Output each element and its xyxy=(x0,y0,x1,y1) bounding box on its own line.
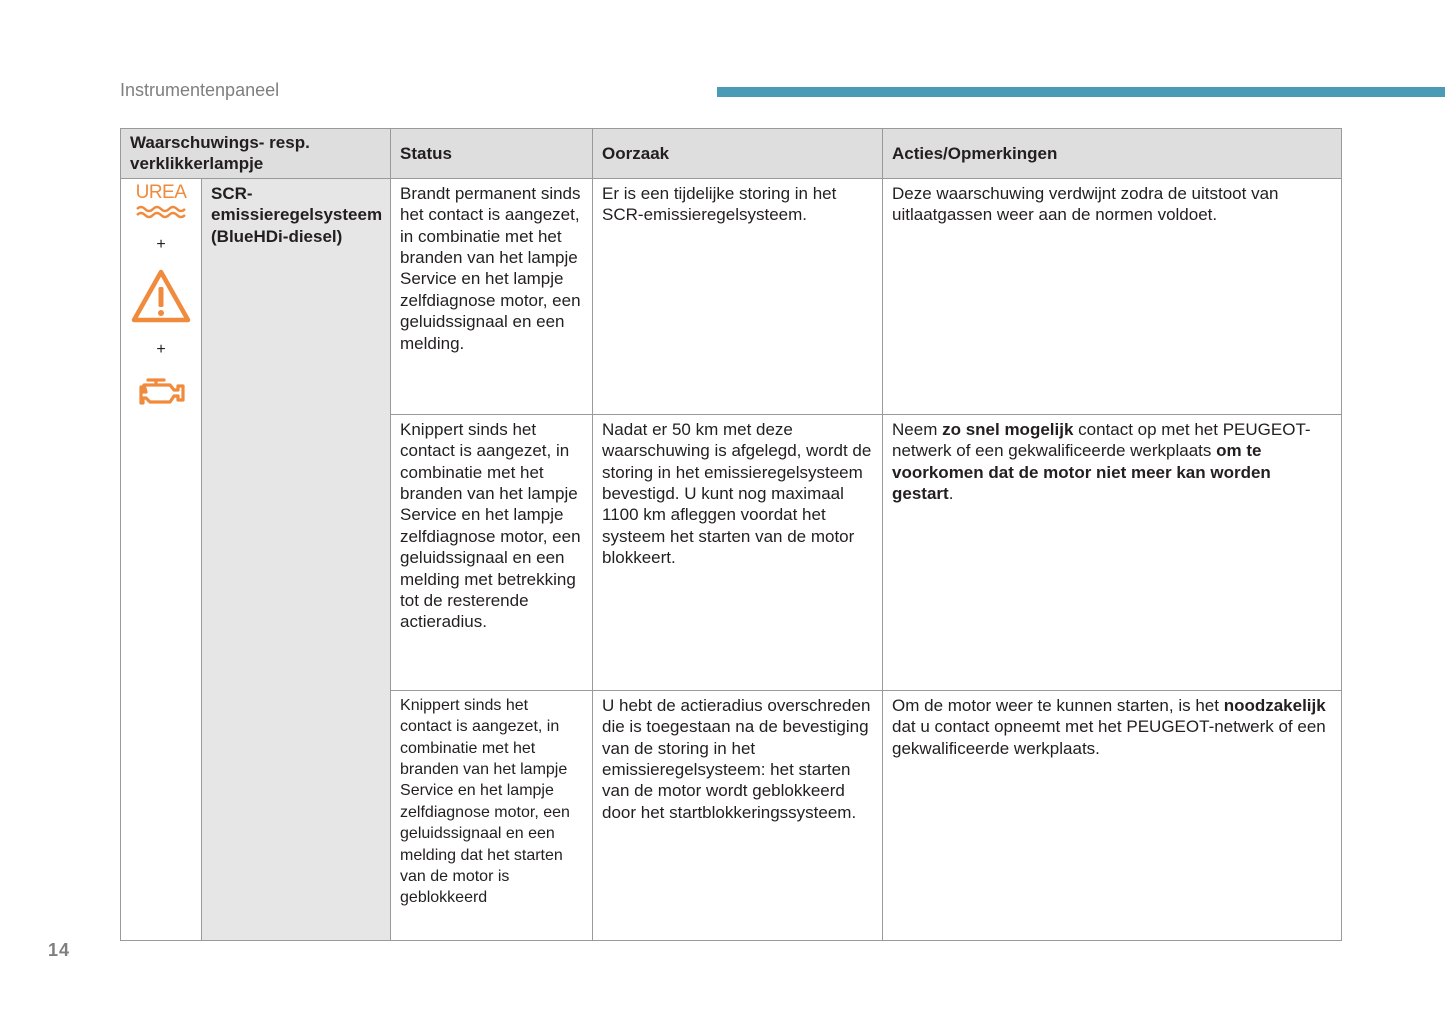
warning-triangle-icon xyxy=(130,268,192,329)
status-cell: Brandt permanent sinds het contact is aangezet, in combinatie met het branden van het lampje Service en het lampje zelfdiagnose motor, een geluidssignaal en een melding. xyxy=(391,178,593,414)
action-text: Om de motor weer te kunnen starten, is het xyxy=(892,695,1224,715)
action-cell: Deze waarschuwing verdwijnt zodra de uitstoot van uitlaatgassen weer aan de normen voldoet. xyxy=(883,178,1342,414)
action-cell xyxy=(883,690,1342,940)
action-emphasis: zo snel mogelijk xyxy=(942,419,1074,439)
action-text: Neem xyxy=(892,419,943,439)
cause-cell: Nadat er 50 km met deze waarschuwing is afgelegd, wordt de storing in het emissieregelsysteem bevestigd. U kunt nog maximaal 1100 km afleggen voordat het systeem het starten van de motor blokkeert. xyxy=(593,414,883,690)
urea-fluid-waves xyxy=(135,205,187,219)
header-accent-bar xyxy=(717,87,1445,97)
header-cause: Oorzaak xyxy=(593,129,883,179)
action-text: dat u contact opneemt met het PEUGEOT-netwerk of een gekwalificeerde werkplaats. xyxy=(892,717,1326,758)
status-cell xyxy=(391,690,593,940)
plus-sign: + xyxy=(156,236,166,254)
table-row xyxy=(121,178,1342,414)
plus-sign: + xyxy=(156,341,166,359)
warning-lamp-table xyxy=(120,128,1342,941)
section-title: Instrumentenpaneel xyxy=(120,80,280,100)
system-name-line-1: SCR- xyxy=(211,183,253,203)
action-emphasis: noodzakelijk xyxy=(1223,695,1326,715)
system-name-line-2: emissieregelsysteem xyxy=(211,205,383,225)
table-header-row xyxy=(121,129,1342,179)
header-actions: Acties/Opmerkingen xyxy=(883,129,1342,179)
header-lamp: Waarschuwings- resp. verklikkerlampje xyxy=(121,129,391,179)
status-cell: Knippert sinds het contact is aangezet, in combinatie met het branden van het lampje Service en het lampje zelfdiagnose motor, een geluidssignaal en een melding met betrekking tot de resterende actieradius. xyxy=(391,414,593,690)
page-number: 14 xyxy=(48,940,71,960)
action-cell xyxy=(883,414,1342,690)
engine-icon xyxy=(136,372,186,413)
cause-cell: U hebt de actieradius overschreden die is toegestaan na de bevestiging van de storing in het emissieregelsysteem: het starten van de motor wordt geblokkeerd door het startblokkeringssysteem. xyxy=(593,690,883,940)
header-status: Status xyxy=(391,129,593,179)
lamp-icons-cell xyxy=(121,178,202,940)
system-name-cell xyxy=(202,178,391,940)
system-name-line-3: (BlueHDi-diesel) xyxy=(211,226,343,246)
action-text: . xyxy=(948,484,954,504)
action-text: contact op met het PEUGEOT-netwerk of een gekwalificeerde werkplaats xyxy=(892,419,1311,461)
cause-cell: Er is een tijdelijke storing in het SCR-emissieregelsysteem. xyxy=(593,178,883,414)
status-condensed-text: Knippert sinds het contact is aangezet, in combinatie met het branden van het lampje Service en het lampje zelfdiagnose motor, een geluidssignaal en een melding dat het starten van de motor is geblokkeerd xyxy=(400,696,570,907)
action-emphasis: om te voorkomen dat de motor niet meer kan worden gestart xyxy=(892,441,1271,504)
urea-icon: UREA xyxy=(131,183,191,224)
